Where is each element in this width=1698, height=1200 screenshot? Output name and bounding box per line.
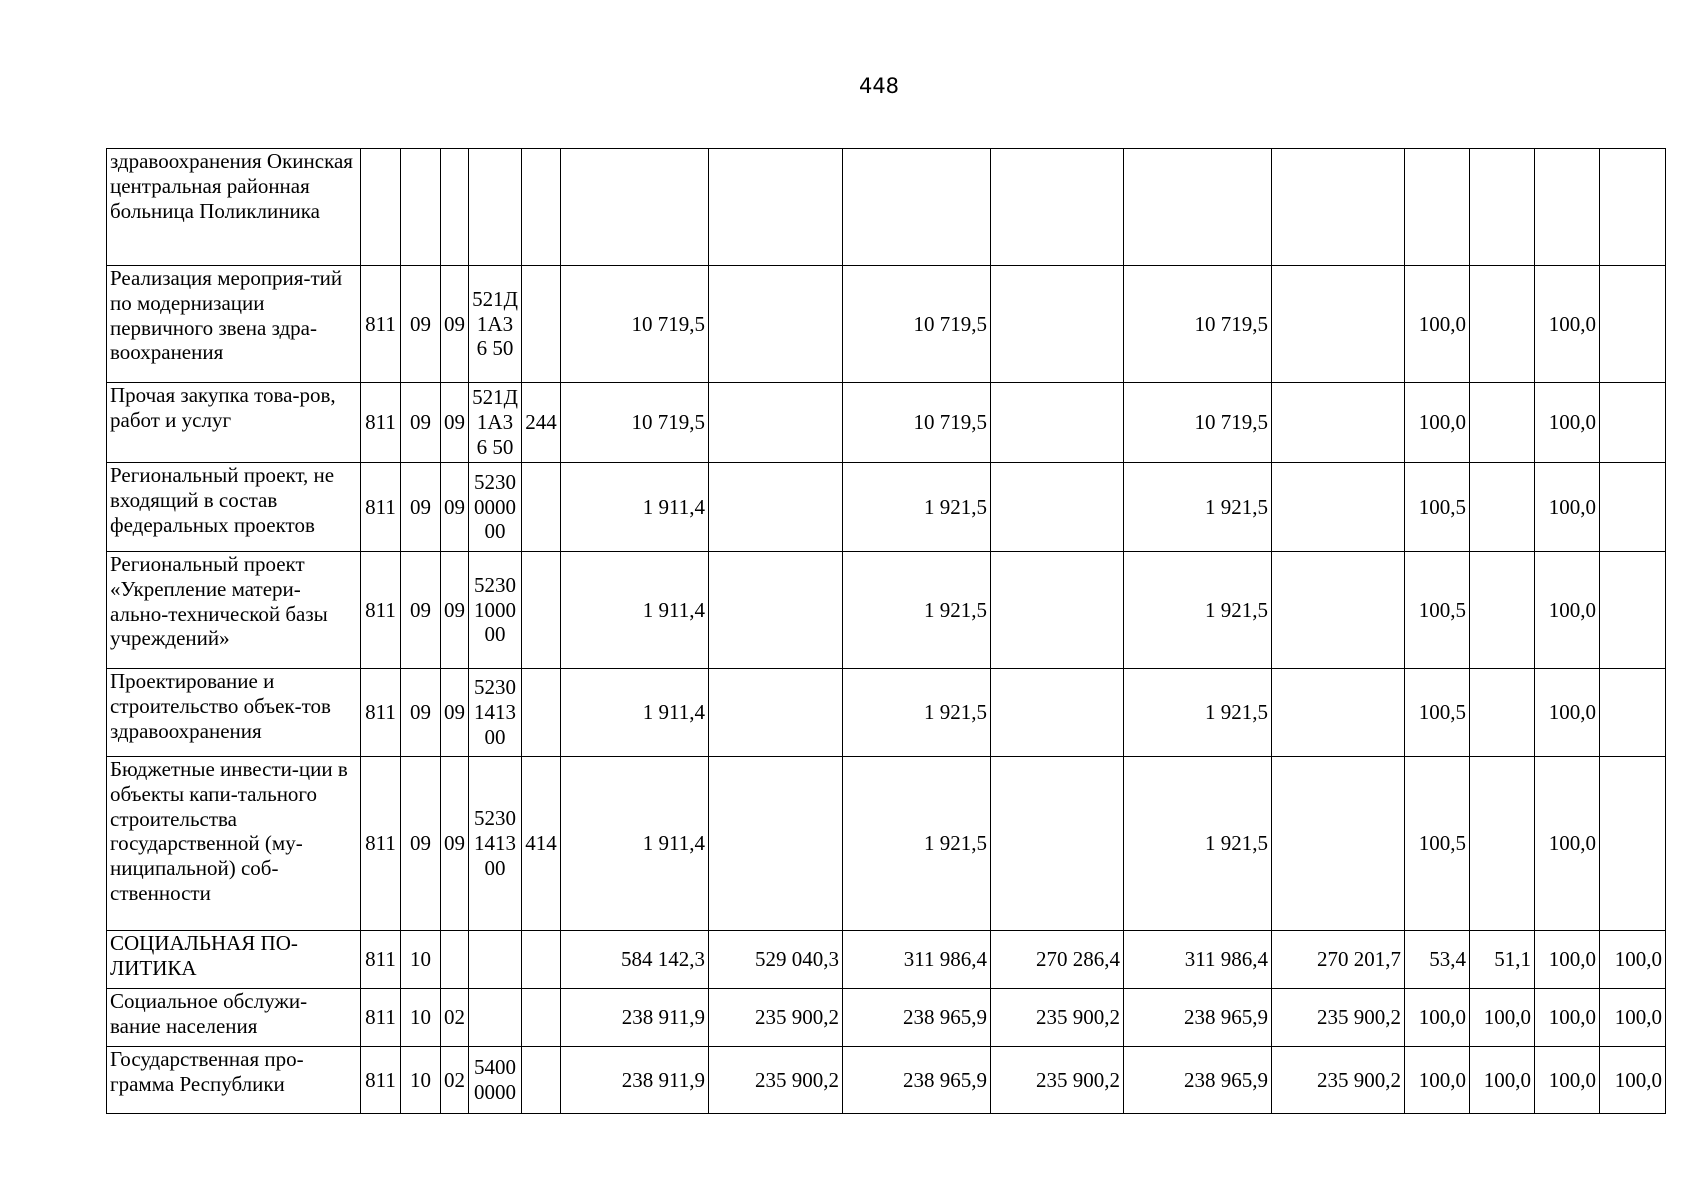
- vedomstvo-code: 811: [361, 266, 401, 383]
- amount-cell: [991, 552, 1124, 669]
- vedomstvo-code: [361, 149, 401, 266]
- amount-cell: [561, 149, 709, 266]
- table-row: [107, 989, 1666, 1047]
- percent-cell: [1600, 383, 1666, 463]
- amount-cell: 10 719,5: [561, 383, 709, 463]
- amount-cell: 235 900,2: [991, 1047, 1124, 1114]
- amount-cell: [709, 669, 843, 757]
- amount-cell: 1 921,5: [843, 463, 991, 552]
- row-name: Прочая закупка това-ров, работ и услуг: [107, 383, 361, 463]
- amount-cell: [709, 383, 843, 463]
- table-row: [107, 669, 1666, 757]
- expense-type-code: [522, 669, 561, 757]
- percent-cell: 100,0: [1535, 463, 1600, 552]
- expense-type-code: 244: [522, 383, 561, 463]
- expense-type-code: [522, 463, 561, 552]
- row-name: Проектирование и строительство объек-тов здравоохранения: [107, 669, 361, 757]
- row-name: Бюджетные инвести-ции в объекты капи-тального строительства государственной (му-ниципальной) соб-ственности: [107, 757, 361, 931]
- vedomstvo-code: 811: [361, 989, 401, 1047]
- podrazdel-code: 02: [441, 989, 469, 1047]
- page-number: 448: [858, 74, 900, 98]
- percent-cell: 100,0: [1470, 1047, 1535, 1114]
- podrazdel-code: [441, 931, 469, 989]
- target-article-code: 5230 0000 00: [469, 463, 522, 552]
- podrazdel-code: [441, 149, 469, 266]
- razdel-code: 09: [401, 669, 441, 757]
- amount-cell: [991, 463, 1124, 552]
- percent-cell: 100,0: [1600, 989, 1666, 1047]
- percent-cell: [1535, 149, 1600, 266]
- percent-cell: 51,1: [1470, 931, 1535, 989]
- vedomstvo-code: 811: [361, 463, 401, 552]
- razdel-code: [401, 149, 441, 266]
- amount-cell: 1 921,5: [1124, 757, 1272, 931]
- percent-cell: 100,0: [1405, 989, 1470, 1047]
- amount-cell: 270 286,4: [991, 931, 1124, 989]
- podrazdel-code: 09: [441, 757, 469, 931]
- percent-cell: [1600, 757, 1666, 931]
- amount-cell: [709, 757, 843, 931]
- vedomstvo-code: 811: [361, 1047, 401, 1114]
- percent-cell: 100,0: [1535, 669, 1600, 757]
- row-name: здравоохранения Окинская центральная районная больница Поликлиника: [107, 149, 361, 266]
- amount-cell: 235 900,2: [1272, 989, 1405, 1047]
- razdel-code: 09: [401, 757, 441, 931]
- amount-cell: 311 986,4: [843, 931, 991, 989]
- amount-cell: 235 900,2: [709, 1047, 843, 1114]
- razdel-code: 09: [401, 383, 441, 463]
- amount-cell: 10 719,5: [561, 266, 709, 383]
- amount-cell: 1 921,5: [1124, 463, 1272, 552]
- target-article-code: [469, 989, 522, 1047]
- amount-cell: 10 719,5: [1124, 383, 1272, 463]
- amount-cell: 529 040,3: [709, 931, 843, 989]
- percent-cell: 100,0: [1405, 266, 1470, 383]
- table-row: [107, 757, 1666, 931]
- target-article-code: [469, 149, 522, 266]
- amount-cell: 311 986,4: [1124, 931, 1272, 989]
- row-name: Социальное обслужи-вание населения: [107, 989, 361, 1047]
- vedomstvo-code: 811: [361, 383, 401, 463]
- amount-cell: 238 965,9: [843, 1047, 991, 1114]
- percent-cell: 100,5: [1405, 757, 1470, 931]
- percent-cell: 100,5: [1405, 669, 1470, 757]
- amount-cell: 1 921,5: [1124, 552, 1272, 669]
- row-name: Реализация мероприя-тий по модернизации первичного звена здра-воохранения: [107, 266, 361, 383]
- podrazdel-code: 09: [441, 669, 469, 757]
- table-row: [107, 1047, 1666, 1114]
- amount-cell: [1272, 552, 1405, 669]
- table-row: [107, 931, 1666, 989]
- expense-type-code: [522, 552, 561, 669]
- percent-cell: [1470, 266, 1535, 383]
- amount-cell: 1 911,4: [561, 463, 709, 552]
- expense-type-code: [522, 149, 561, 266]
- row-name: Региональный проект, не входящий в состав федеральных проектов: [107, 463, 361, 552]
- amount-cell: 238 911,9: [561, 989, 709, 1047]
- percent-cell: 100,0: [1535, 1047, 1600, 1114]
- target-article-code: 5230 1000 00: [469, 552, 522, 669]
- amount-cell: [709, 463, 843, 552]
- amount-cell: 238 965,9: [1124, 1047, 1272, 1114]
- amount-cell: [709, 552, 843, 669]
- percent-cell: 100,0: [1535, 383, 1600, 463]
- amount-cell: [1272, 757, 1405, 931]
- amount-cell: [1272, 149, 1405, 266]
- razdel-code: 10: [401, 931, 441, 989]
- podrazdel-code: 09: [441, 552, 469, 669]
- amount-cell: 1 911,4: [561, 757, 709, 931]
- target-article-code: 521Д 1А36 50: [469, 266, 522, 383]
- amount-cell: [1124, 149, 1272, 266]
- percent-cell: 100,0: [1600, 931, 1666, 989]
- vedomstvo-code: 811: [361, 552, 401, 669]
- percent-cell: 100,0: [1535, 552, 1600, 669]
- percent-cell: 100,0: [1535, 931, 1600, 989]
- amount-cell: 10 719,5: [1124, 266, 1272, 383]
- amount-cell: 1 921,5: [843, 669, 991, 757]
- amount-cell: 1 911,4: [561, 552, 709, 669]
- percent-cell: 100,0: [1535, 757, 1600, 931]
- vedomstvo-code: 811: [361, 669, 401, 757]
- expense-type-code: 414: [522, 757, 561, 931]
- razdel-code: 09: [401, 266, 441, 383]
- row-name: Региональный проект «Укрепление матери-ально-технической базы учреждений»: [107, 552, 361, 669]
- podrazdel-code: 09: [441, 266, 469, 383]
- amount-cell: [709, 149, 843, 266]
- expense-type-code: [522, 989, 561, 1047]
- percent-cell: [1470, 149, 1535, 266]
- amount-cell: 235 900,2: [991, 989, 1124, 1047]
- amount-cell: [1272, 383, 1405, 463]
- percent-cell: 100,0: [1535, 989, 1600, 1047]
- amount-cell: [1272, 669, 1405, 757]
- amount-cell: 235 900,2: [709, 989, 843, 1047]
- razdel-code: 09: [401, 552, 441, 669]
- percent-cell: 100,0: [1535, 266, 1600, 383]
- percent-cell: 53,4: [1405, 931, 1470, 989]
- amount-cell: [991, 669, 1124, 757]
- expense-type-code: [522, 1047, 561, 1114]
- amount-cell: [991, 266, 1124, 383]
- amount-cell: [843, 149, 991, 266]
- amount-cell: 584 142,3: [561, 931, 709, 989]
- table-row: [107, 149, 1666, 266]
- row-name: Государственная про-грамма Республики: [107, 1047, 361, 1114]
- percent-cell: 100,5: [1405, 463, 1470, 552]
- amount-cell: 235 900,2: [1272, 1047, 1405, 1114]
- target-article-code: 5230 1413 00: [469, 757, 522, 931]
- percent-cell: 100,0: [1405, 1047, 1470, 1114]
- amount-cell: 238 965,9: [1124, 989, 1272, 1047]
- percent-cell: [1470, 669, 1535, 757]
- amount-cell: [991, 149, 1124, 266]
- table-row: [107, 463, 1666, 552]
- percent-cell: 100,5: [1405, 552, 1470, 669]
- amount-cell: [991, 383, 1124, 463]
- budget-table: [106, 148, 1666, 1114]
- percent-cell: [1470, 383, 1535, 463]
- amount-cell: 238 965,9: [843, 989, 991, 1047]
- razdel-code: 09: [401, 463, 441, 552]
- percent-cell: [1470, 552, 1535, 669]
- percent-cell: [1600, 463, 1666, 552]
- percent-cell: [1600, 669, 1666, 757]
- percent-cell: 100,0: [1405, 383, 1470, 463]
- podrazdel-code: 09: [441, 463, 469, 552]
- table-row: [107, 552, 1666, 669]
- vedomstvo-code: 811: [361, 931, 401, 989]
- target-article-code: 5400 0000: [469, 1047, 522, 1114]
- percent-cell: [1600, 552, 1666, 669]
- percent-cell: [1600, 149, 1666, 266]
- percent-cell: 100,0: [1600, 1047, 1666, 1114]
- amount-cell: 1 921,5: [1124, 669, 1272, 757]
- amount-cell: 10 719,5: [843, 266, 991, 383]
- amount-cell: 10 719,5: [843, 383, 991, 463]
- vedomstvo-code: 811: [361, 757, 401, 931]
- podrazdel-code: 02: [441, 1047, 469, 1114]
- razdel-code: 10: [401, 989, 441, 1047]
- row-name: СОЦИАЛЬНАЯ ПО-ЛИТИКА: [107, 931, 361, 989]
- table-body: [107, 149, 1666, 1114]
- amount-cell: 238 911,9: [561, 1047, 709, 1114]
- table-row: [107, 266, 1666, 383]
- expense-type-code: [522, 266, 561, 383]
- amount-cell: 1 911,4: [561, 669, 709, 757]
- percent-cell: [1600, 266, 1666, 383]
- percent-cell: [1470, 463, 1535, 552]
- amount-cell: [1272, 463, 1405, 552]
- amount-cell: 1 921,5: [843, 757, 991, 931]
- target-article-code: 5230 1413 00: [469, 669, 522, 757]
- podrazdel-code: 09: [441, 383, 469, 463]
- target-article-code: [469, 931, 522, 989]
- amount-cell: 270 201,7: [1272, 931, 1405, 989]
- razdel-code: 10: [401, 1047, 441, 1114]
- amount-cell: [991, 757, 1124, 931]
- amount-cell: 1 921,5: [843, 552, 991, 669]
- table-row: [107, 383, 1666, 463]
- amount-cell: [709, 266, 843, 383]
- amount-cell: [1272, 266, 1405, 383]
- percent-cell: 100,0: [1470, 989, 1535, 1047]
- percent-cell: [1405, 149, 1470, 266]
- target-article-code: 521Д 1А36 50: [469, 383, 522, 463]
- percent-cell: [1470, 757, 1535, 931]
- expense-type-code: [522, 931, 561, 989]
